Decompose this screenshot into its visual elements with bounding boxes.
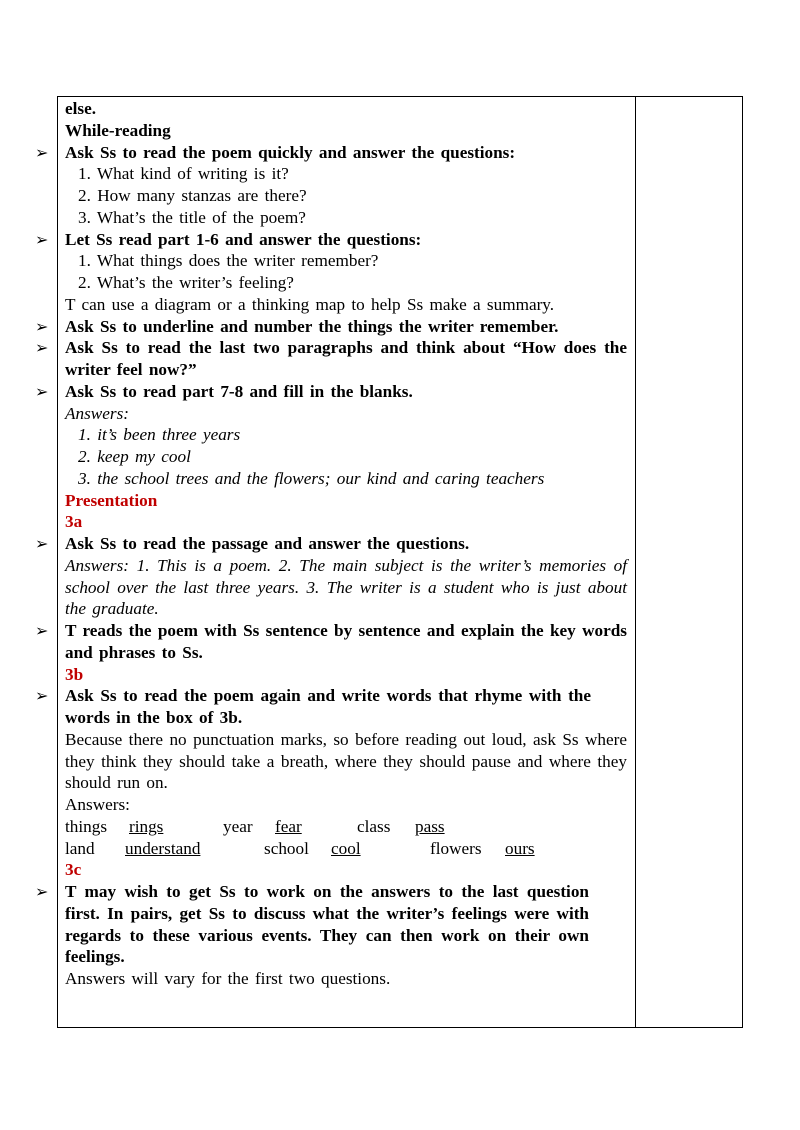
rhyme-word: land	[65, 838, 95, 858]
rhyme-row	[65, 816, 627, 838]
arrow-bullet-icon: ➢	[35, 882, 49, 901]
arrow-bullet-icon: ➢	[35, 621, 49, 640]
rhyme-word: school	[264, 838, 309, 858]
bullet-item: ➢ Ask Ss to read part 7-8 and fill in the blanks.	[35, 381, 413, 401]
bullet-item: ➢ Let Ss read part 1-6 and answer the questions:	[35, 229, 422, 249]
subsection-heading: 3b	[65, 664, 84, 684]
section-heading: Presentation	[65, 490, 158, 510]
text-line: else.	[65, 99, 97, 118]
lesson-content	[35, 98, 627, 990]
paragraph: T can use a diagram or a thinking map to help Ss make a summary.	[65, 294, 555, 314]
subsection-heading: 3c	[65, 860, 82, 880]
rhyme-answer: understand	[125, 838, 201, 858]
rhyme-word: things	[65, 816, 108, 836]
arrow-bullet-icon: ➢	[35, 338, 49, 358]
bullet-item: ➢ T reads the poem with Ss sentence by sentence and explain the key words and phrases to Ss.	[35, 621, 627, 662]
answer-item: 2. keep my cool	[78, 447, 191, 466]
bullet-item: ➢ Ask Ss to read the last two paragraphs and think about “How does the writer feel now?”	[35, 338, 627, 379]
question-item: 3. What’s the title of the poem?	[78, 207, 306, 227]
answer-item: 3. the school trees and the flowers; our kind and caring teachers	[78, 468, 545, 488]
section-heading: While-reading	[65, 120, 171, 140]
rhyme-answer: pass	[415, 816, 445, 836]
bullet-item: ➢ Ask Ss to read the poem again and write words that rhyme with the words in the box of 3b.	[35, 686, 591, 727]
paragraph: Because there no punctuation marks, so before reading out loud, ask Ss where they think they should take a breath, where they should pause and where they should run on.	[65, 729, 627, 793]
question-item: 1. What things does the writer remember?	[78, 251, 379, 271]
bullet-item: ➢ Ask Ss to underline and number the things the writer remember.	[35, 316, 559, 336]
rhyme-answer: rings	[129, 816, 164, 836]
answers-label: Answers:	[65, 403, 129, 423]
rhyme-row	[65, 838, 627, 860]
rhyme-answer: fear	[275, 816, 302, 836]
rhyme-word: year	[223, 816, 253, 836]
bullet-item: ➢ Ask Ss to read the passage and answer the questions.	[35, 534, 470, 553]
arrow-bullet-icon: ➢	[35, 316, 49, 336]
rhyme-word: class	[357, 816, 391, 836]
rhyme-answer: cool	[331, 838, 361, 858]
answer-paragraph: Answers: 1. This is a poem. 2. The main subject is the writer’s memories of school over the last three years. 3. The writer is a student who is just about the graduate.	[65, 555, 627, 619]
arrow-bullet-icon: ➢	[35, 686, 49, 706]
subsection-heading: 3a	[65, 512, 83, 532]
answers-label: Answers:	[65, 795, 130, 814]
column-divider	[635, 96, 636, 1028]
question-item: 2. How many stanzas are there?	[78, 186, 307, 205]
arrow-bullet-icon: ➢	[35, 142, 49, 162]
answer-item: 1. it’s been three years	[78, 425, 241, 445]
bullet-item: ➢ T may wish to get Ss to work on the answers to the last question first. In pairs, get Ss to discuss what the writer’s feelings were with regards to these various events. They can then work on their own feelings.	[35, 882, 589, 967]
question-item: 2. What’s the writer’s feeling?	[78, 273, 294, 292]
arrow-bullet-icon: ➢	[35, 381, 49, 401]
bullet-item: ➢ Ask Ss to read the poem quickly and answer the questions:	[35, 142, 516, 162]
rhyme-answer: ours	[505, 838, 535, 858]
arrow-bullet-icon: ➢	[35, 229, 49, 249]
rhyme-word: flowers	[430, 838, 482, 858]
arrow-bullet-icon: ➢	[35, 534, 49, 553]
question-item: 1. What kind of writing is it?	[78, 164, 289, 184]
paragraph: Answers will vary for the first two questions.	[65, 969, 391, 988]
